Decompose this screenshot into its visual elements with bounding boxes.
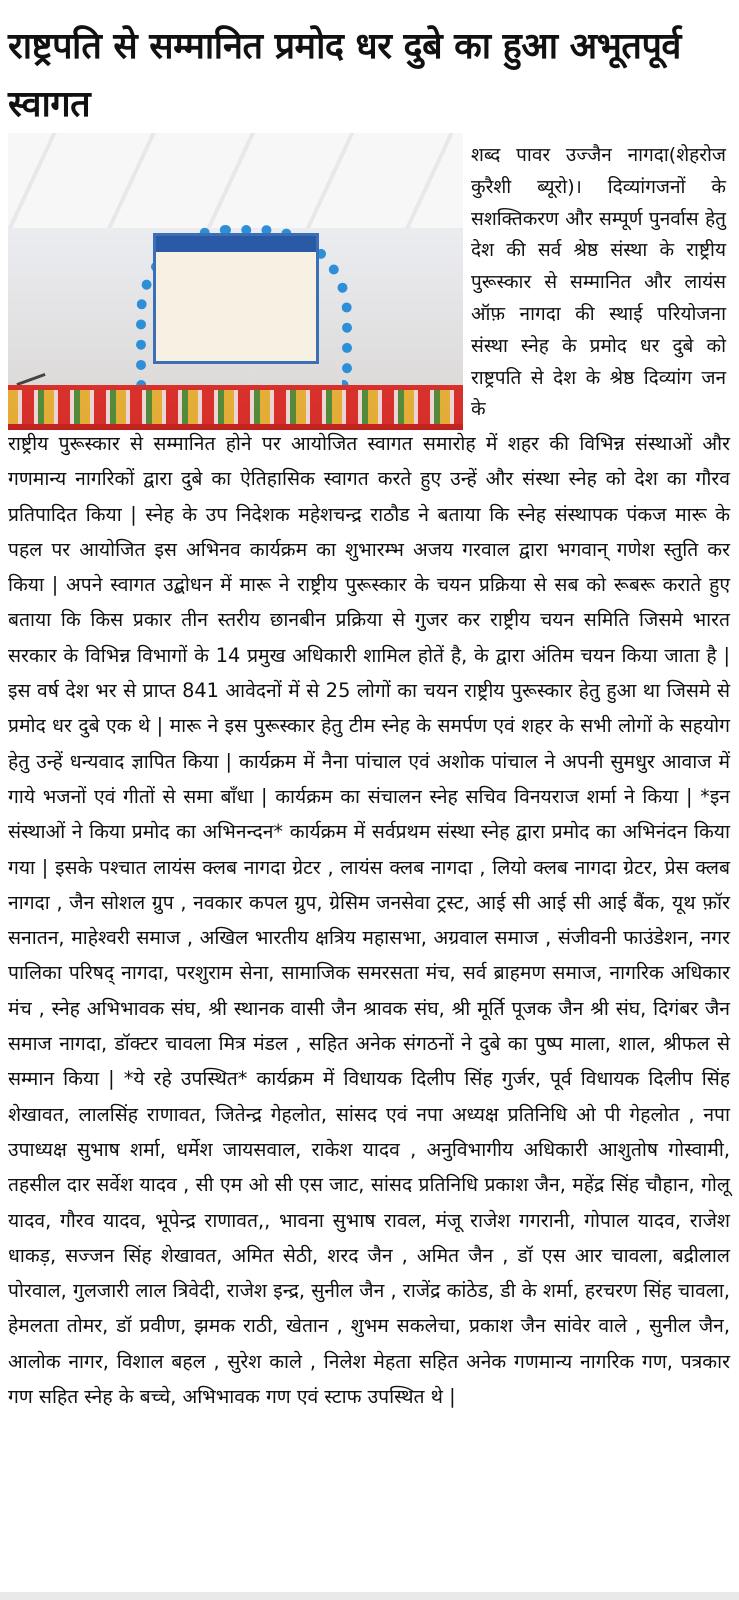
headline: राष्ट्रपति से सम्मानित प्रमोद धर दुबे का हुआ अभूतपूर्व स्वागत	[8, 26, 681, 125]
stage-banner	[153, 233, 319, 364]
tent-canopy	[8, 133, 463, 228]
article-body: राष्ट्रीय पुरूस्कार से सम्मानित होने पर आयोजित स्वागत समारोह में शहर की विभिन्न संस्थाओं और गणमान्य नागरिकों द्वारा दुबे का ऐतिहासिक स्वागत करते हुए उन्हें और संस्था स्नेह को देश का गौरव प्रतिपादित किया | स्नेह के उप निदेशक महेशचन्द्र राठौड ने बताया कि स्नेह संस्थापक पंकज मारू के पहल पर आयोजित इस अभिनव कार्यक्रम का शुभारम्भ अजय गरवाल द्वारा भगवान् गणेश स्तुति कर किया | अपने स्वागत उद्बोधन में मारू ने राष्ट्रीय पुरूस्कार के चयन प्रक्रिया से सब को रूबरू कराते हुए बताया कि किस प्रकार तीन स्तरीय छानबीन प्रक्रिया से गुजर कर राष्ट्रीय चयन समिति जिसमे भारत सरकार के विभिन्न विभागों के 14 प्रमुख अधिकारी शामिल होतें है, के द्वारा अंतिम चयन किया जाता है | इस वर्ष देश भर से प्राप्त 841 आवेदनों में से 25 लोगों का चयन राष्ट्रीय पुरूस्कार हेतु हुआ था जिसमे से प्रमोद धर दुबे एक थे | मारू ने इस पुरूस्कार हेतु टीम स्नेह के समर्पण एवं शहर के सभी लोगों के सहयोग हेतु उन्हें धन्यवाद ज्ञापित किया | कार्यक्रम में नैना पांचाल एवं अशोक पांचाल ने अपनी सुमधुर आवाज में गाये भजनों एवं गीतों से समा बाँधा | कार्यक्रम का संचालन स्नेह सचिव विनयराज शर्मा ने किया | *इन संस्थाओं ने किया प्रमोद का अभिनन्दन* कार्यक्रम में सर्वप्रथम संस्था स्नेह द्वारा प्रमोद का अभिनंदन किया गया | इसके पश्चात लायंस क्लब नागदा ग्रेटर , लायंस क्लब नागदा , लियो क्लब नागदा ग्रेटर, प्रेस क्लब नागदा , जैन सोशल ग्रुप , नवकार कपल ग्रुप, ग्रेसिम जनसेवा ट्रस्ट, आई सी आई सी आई बैंक, यूथ फ़ॉर सनातन, माहेश्वरी समाज , अखिल भारतीय क्षत्रिय महासभा, अग्रवाल समाज , संजीवनी फाउंडेशन, नगर पालिका परिषद् नागदा, परशुराम सेना, सामाजिक समरसता मंच, सर्व ब्राहमण समाज, नागरिक अधिकार मंच , स्नेह अभिभावक संघ, श्री स्थानक वासी जैन श्रावक संघ, श्री मूर्ति पूजक जैन श्री संघ, दिगंबर जैन समाज नागदा, डॉक्टर चावला मित्र मंडल , सहित अनेक संगठनों ने दुबे का पुष्प माला, शाल, श्रीफल से सम्मान किया | *ये रहे उपस्थित* कार्यक्रम में विधायक दिलीप सिंह गुर्जर, पूर्व विधायक दिलीप सिंह शेखावत, लालसिंह राणावत, जितेन्द्र गेहलोत, सांसद एवं नपा अध्यक्ष प्रतिनिधि ओ पी गेहलोत , नपा उपाध्यक्ष सुभाष शर्मा, धर्मेश जायसवाल, राकेश यादव , अनुविभागीय अधिकारी आशुतोष गोस्वामी, तहसील दार सर्वेश यादव , सी एम ओ सी एस जाट, सांसद प्रतिनिधि प्रकाश जैन, महेंद्र सिंह चौहान, गोलू यादव, गौरव यादव, भूपेन्द्र राणावत,, भावना सुभाष रावल, मंजू राजेश गगरानी, गोपाल यादव, राजेश धाकड़, सज्जन सिंह शेखावत, अमित सेठी, शरद जैन , अमित जैन , डॉ एस आर चावला, बद्रीलाल पोरवाल, गुलजारी लाल त्रिवेदी, राजेश इन्द्र, सुनील जैन , राजेंद्र कांठेड, डी के शर्मा, हरचरण सिंह चावला, हेमलता तोमर, डॉ प्रवीण, झमक राठी, खेतान , शुभम सकलेचा, प्रकाश जैन सांवेर वाले , सुनील जैन, आलोक नागर, विशाल बहल , सुरेश काले , निलेश मेहता सहित अनेक गणमान्य नागरिक गण, पत्रकार गण सहित स्नेह के बच्चे, अभिभावक गण एवं स्टाफ उपस्थित थे |	[8, 432, 730, 1409]
page-bottom-edge	[0, 1592, 739, 1600]
event-photo	[8, 133, 463, 430]
article-intro: शब्द पावर उज्जैन नागदा(शेहरोज कुरैशी ब्यूरो)। दिव्यांगजनों के सशक्तिकरण और सम्पूर्ण पुनर्वास हेतु देश की सर्व श्रेष्ठ संस्था के राष्ट्रीय पुरूस्कार से सम्मानित और लायंस ऑफ़ नागदा की स्थाई परियोजना संस्था स्नेह के प्रमोद धर दुबे को राष्ट्रपति से देश के श्रेष्ठ दिव्यांग जन के	[471, 144, 726, 421]
flower-garland	[8, 390, 463, 424]
